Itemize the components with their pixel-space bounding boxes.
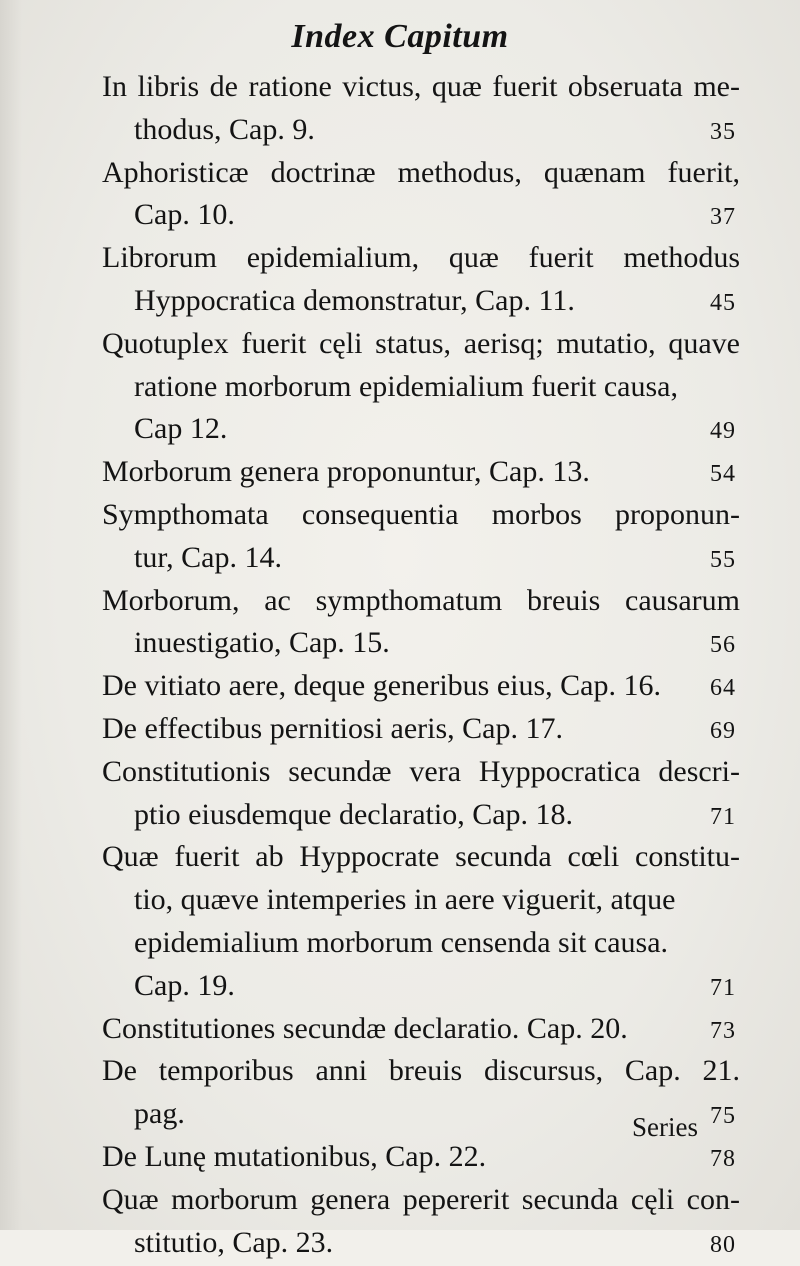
index-line xyxy=(102,922,742,965)
page-number: 75 xyxy=(710,1103,736,1130)
page-gutter-shadow xyxy=(0,0,22,1230)
index-line-text: Quæ fuerit ab Hyppocrate secunda cœli constitu- xyxy=(102,840,740,874)
index-line xyxy=(102,836,742,879)
index-line xyxy=(102,451,742,494)
index-line-text: Constitutiones secundæ declaratio. Cap. 20. xyxy=(102,1011,628,1045)
index-line xyxy=(102,1008,742,1051)
index-line-text: Hyppocratica demonstratur, Cap. 11. xyxy=(134,283,575,317)
index-line-text: In libris de ratione victus, quæ fuerit obseruata me- xyxy=(102,70,740,103)
index-line-text: epidemialium morborum censenda sit causa. xyxy=(134,925,669,959)
index-line-text: Morborum, ac sympthomatum breuis causarum xyxy=(102,583,740,617)
index-line-text: pag. xyxy=(134,1097,185,1131)
page-number: 49 xyxy=(710,418,736,445)
index-line-text: Constitutionis secundæ vera Hyppocratica descri- xyxy=(102,754,740,788)
index-line xyxy=(102,665,742,708)
index-line xyxy=(102,537,742,580)
page-number: 71 xyxy=(710,803,736,830)
index-line-text: Librorum epidemialium, quæ fuerit methodus xyxy=(102,241,740,275)
index-line xyxy=(102,1050,742,1093)
index-entries xyxy=(102,66,742,1264)
index-line-text: inuestigatio, Cap. 15. xyxy=(134,626,390,660)
page-number: 64 xyxy=(710,675,736,702)
page-number: 80 xyxy=(710,1231,736,1258)
index-line-text: Quotuplex fuerit cęli status, aerisq; mutatio, quave xyxy=(102,326,740,360)
index-line xyxy=(102,494,742,537)
index-line-text: Sympthomata consequentia morbos proponun- xyxy=(102,497,740,531)
index-line xyxy=(102,408,742,451)
page-number: 73 xyxy=(710,1017,736,1044)
index-line xyxy=(102,708,742,751)
index-line-text: Quæ morborum genera pepererit secunda cęli con- xyxy=(102,1182,740,1216)
index-line xyxy=(102,280,742,323)
index-line-text: De temporibus anni breuis discursus, Cap. 21. xyxy=(102,1054,740,1088)
page-number: 35 xyxy=(710,118,736,145)
index-line xyxy=(102,237,742,280)
index-line xyxy=(102,366,742,409)
page-number: 45 xyxy=(710,289,736,316)
index-line-text: De Lunę mutationibus, Cap. 22. xyxy=(102,1139,487,1173)
index-line xyxy=(102,1222,742,1265)
index-line xyxy=(102,751,742,794)
index-line xyxy=(102,794,742,837)
page-number: 37 xyxy=(710,204,736,231)
index-line xyxy=(102,152,742,195)
catchword: Series xyxy=(632,1112,698,1142)
page-number: 54 xyxy=(710,461,736,488)
index-line-text: De vitiato aere, deque generibus eius, Cap. 16. xyxy=(102,669,661,703)
index-line-text: De effectibus pernitiosi aeris, Cap. 17. xyxy=(102,711,563,745)
index-line-text: tur, Cap. 14. xyxy=(134,540,282,574)
index-line xyxy=(102,1179,742,1222)
index-line xyxy=(102,109,742,152)
index-line-text: stitutio, Cap. 23. xyxy=(134,1225,334,1259)
index-line-text: ptio eiusdemque declaratio, Cap. 18. xyxy=(134,797,574,831)
page-header: Index Capitum xyxy=(291,18,509,55)
index-line xyxy=(102,66,742,109)
index-line xyxy=(102,323,742,366)
index-line-text: Cap. 10. xyxy=(134,198,235,232)
index-line-text: thodus, Cap. 9. xyxy=(134,112,315,146)
index-line xyxy=(102,194,742,237)
index-line xyxy=(102,879,742,922)
index-line-text: Cap. 19. xyxy=(134,968,235,1002)
page-number: 78 xyxy=(710,1145,736,1172)
index-line-text: Aphoristicæ doctrinæ methodus, quænam fuerit, xyxy=(102,155,740,189)
index-line xyxy=(102,580,742,623)
page-number: 69 xyxy=(710,717,736,744)
page-number: 71 xyxy=(710,974,736,1001)
page-number: 55 xyxy=(710,546,736,573)
page-number: 56 xyxy=(710,632,736,659)
index-line xyxy=(102,622,742,665)
index-line-text: Morborum genera proponuntur, Cap. 13. xyxy=(102,455,590,489)
index-line-text: ratione morborum epidemialium fuerit causa, xyxy=(134,369,678,403)
index-line-text: Cap 12. xyxy=(134,412,228,446)
index-line xyxy=(102,965,742,1008)
index-line-text: tio, quæve intemperies in aere viguerit, atque xyxy=(134,883,676,917)
